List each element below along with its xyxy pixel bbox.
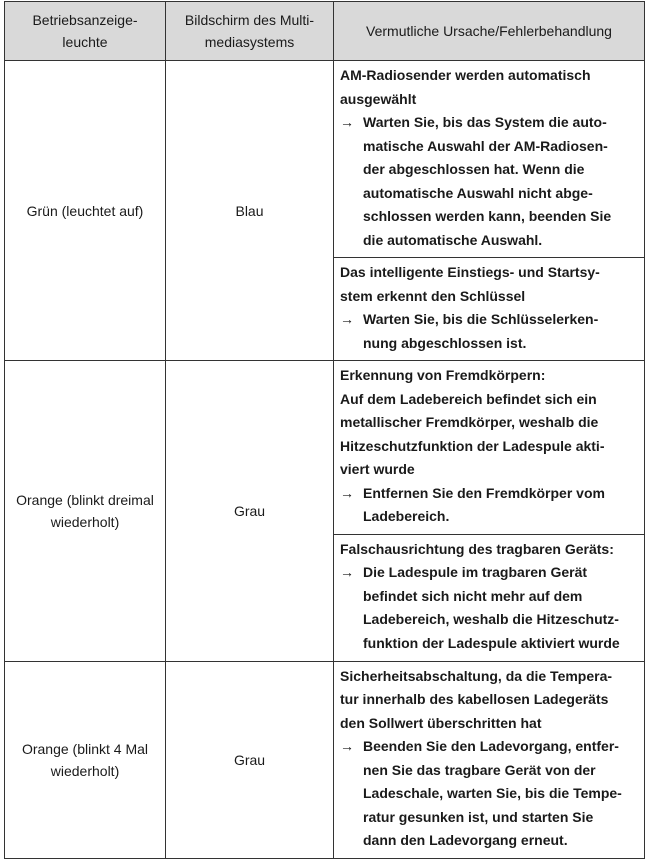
cause-title: Sicherheitsabschaltung, da die Tempera- tur innerhalb des kabellosen Ladegeräts den Sollwert überschritten hat [340,667,613,731]
arrow-right-icon: → [340,564,354,580]
remedy-step [340,482,638,529]
cause-title: AM-Radiosender werden automatisch ausgewählt [340,67,591,107]
remedy-step [340,111,638,252]
remedy-step [340,735,638,853]
troubleshooting-table [4,1,645,859]
table-row [5,661,645,858]
arrow-right-icon: → [340,311,354,327]
indicator-light-cell: Grün (leuchtet auf) [5,61,166,361]
remedy-text: Warten Sie, bis die Schlüsselerken- nung abgeschlossen ist. [363,311,599,351]
header-row [5,2,645,61]
cause-title: Falschausrichtung des tragbaren Geräts: [340,540,614,557]
arrow-right-icon: → [340,484,354,501]
remedy-step [340,308,638,355]
cause-cell [334,661,645,858]
cause-cell [334,61,645,258]
header-indicator-light: Betriebsanzeige- leuchte [5,2,166,61]
header-multimedia-screen: Bildschirm des Multi- mediasystems [166,2,334,61]
table-row [5,361,645,535]
arrow-right-icon: → [340,738,354,754]
remedy-step [340,561,638,655]
arrow-right-icon: → [340,114,354,130]
screen-color-cell: Grau [166,361,334,662]
header-cause-remedy: Vermutliche Ursache/Fehlerbehandlung [334,2,645,61]
cause-cell [334,361,645,535]
remedy-text: Beenden Sie den Ladevorgang, entfer- nen Sie das tragbare Gerät von der Ladeschale, warten Sie, bis die Tempe- ratur gesunken ist, und starten Sie dann den Ladevorgang erneut. [363,738,622,848]
indicator-light-cell: Orange (blinkt 4 Mal wiederholt) [5,661,166,858]
screen-color-cell: Grau [166,661,334,858]
indicator-light-cell: Orange (blinkt dreimal wiederholt) [5,361,166,662]
cause-cell [334,258,645,361]
remedy-text: Entfernen Sie den Fremdkörper vom Ladebereich. [363,484,605,524]
remedy-text: Die Ladespule im tragbaren Gerät befindet sich nicht mehr auf dem Ladebereich, weshalb die Hitzeschutz- funktion der Ladespule aktiviert wurde [363,564,620,651]
table-row [5,61,645,258]
cause-title: Erkennung von Fremdkörpern: Auf dem Ladebereich befindet sich ein metallischer Fremdkörper, weshalb die Hitzeschutzfunktion der Ladespule akti- viert wurde [340,367,605,477]
remedy-text: Warten Sie, bis das System die auto- matische Auswahl der AM-Radiosen- der abgeschlossen hat. Wenn die automatische Auswahl nicht abge- schlossen werden kann, beenden Sie die automatische Auswahl. [363,114,612,248]
cause-title: Das intelligente Einstiegs- und Startsy- stem erkennt den Schlüssel [340,264,600,304]
screen-color-cell: Blau [166,61,334,361]
cause-cell [334,534,645,661]
